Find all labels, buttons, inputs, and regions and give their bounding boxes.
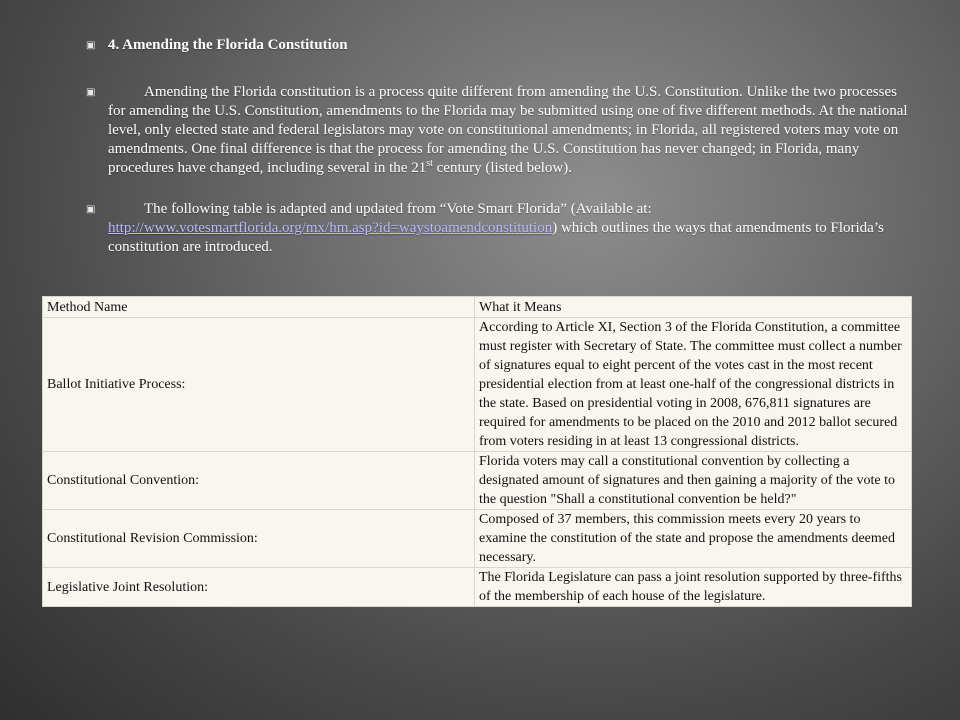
table-header-row [43,297,912,318]
method-meaning-cell: Florida voters may call a constitutional convention by collecting a designated amount of signatures and then gaining a majority of the vote to the question "Shall a constitutional convention be held?" [475,452,912,510]
method-meaning-cell: According to Article XI, Section 3 of the Florida Constitution, a committee must register with Secretary of State. The committee must collect a number of signatures equal to eight percent of the votes cast in the most recent presidential election from at least one-half of the congressional districts in the state. Based on presidential voting in 2008, 676,811 signatures are required for amendments to be placed on the 2010 and 2012 ballot secured from voters residing in at least 13 congressional districts. [475,318,912,452]
source-text-after: ) which outlines the ways that amendments to Florida’s constitution are introduced. [108,220,884,255]
column-header-method-name: Method Name [43,297,475,318]
vote-smart-link[interactable]: http://www.votesmartflorida.org/mx/hm.asp?id=waystoamendconstitution [108,220,553,236]
method-name-cell: Constitutional Convention: [43,452,475,510]
bullet-list [86,36,916,279]
method-meaning-cell: Composed of 37 members, this commission meets every 20 years to examine the constitution of the state and propose the amendments deemed necessary. [475,510,912,568]
table-row [43,452,912,510]
ordinal-superscript: st [426,158,433,169]
square-bullet-icon: ▣ [86,87,96,98]
bullet-item-source [86,200,916,257]
column-header-what-it-means: What it Means [475,297,912,318]
intro-paragraph [108,83,916,178]
method-name-cell: Constitutional Revision Commission: [43,510,475,568]
method-name-cell: Legislative Joint Resolution: [43,568,475,607]
square-bullet-icon: ▣ [86,40,96,51]
source-paragraph [108,200,916,257]
bullet-item-title [86,36,916,55]
table-row [43,510,912,568]
intro-text: Amending the Florida constitution is a process quite different from amending the U.S. Constitution. Unlike the two processes for amending the U.S. Constitution, amendments to the Florida may be submitted using one of five different methods. At the national level, only elected state and federal legislators may vote on constitutional amendments; in Florida, all registered voters may vote on amendments. One final difference is that the process for amending the U.S. Constitution has never changed; in Florida, many procedures have changed, including several in the 21 [108,84,908,176]
amendment-methods-table [42,296,912,607]
method-meaning-cell: The Florida Legislature can pass a joint resolution supported by three-fifths of the membership of each house of the legislature. [475,568,912,607]
method-name-cell: Ballot Initiative Process: [43,318,475,452]
square-bullet-icon: ▣ [86,204,96,215]
intro-tail: century (listed below). [432,160,573,176]
table-row [43,568,912,607]
source-text-before: The following table is adapted and updated from “Vote Smart Florida” (Available at: [144,201,652,217]
bullet-item-intro [86,83,916,178]
section-heading: 4. Amending the Florida Constitution [108,37,348,53]
table-row [43,318,912,452]
